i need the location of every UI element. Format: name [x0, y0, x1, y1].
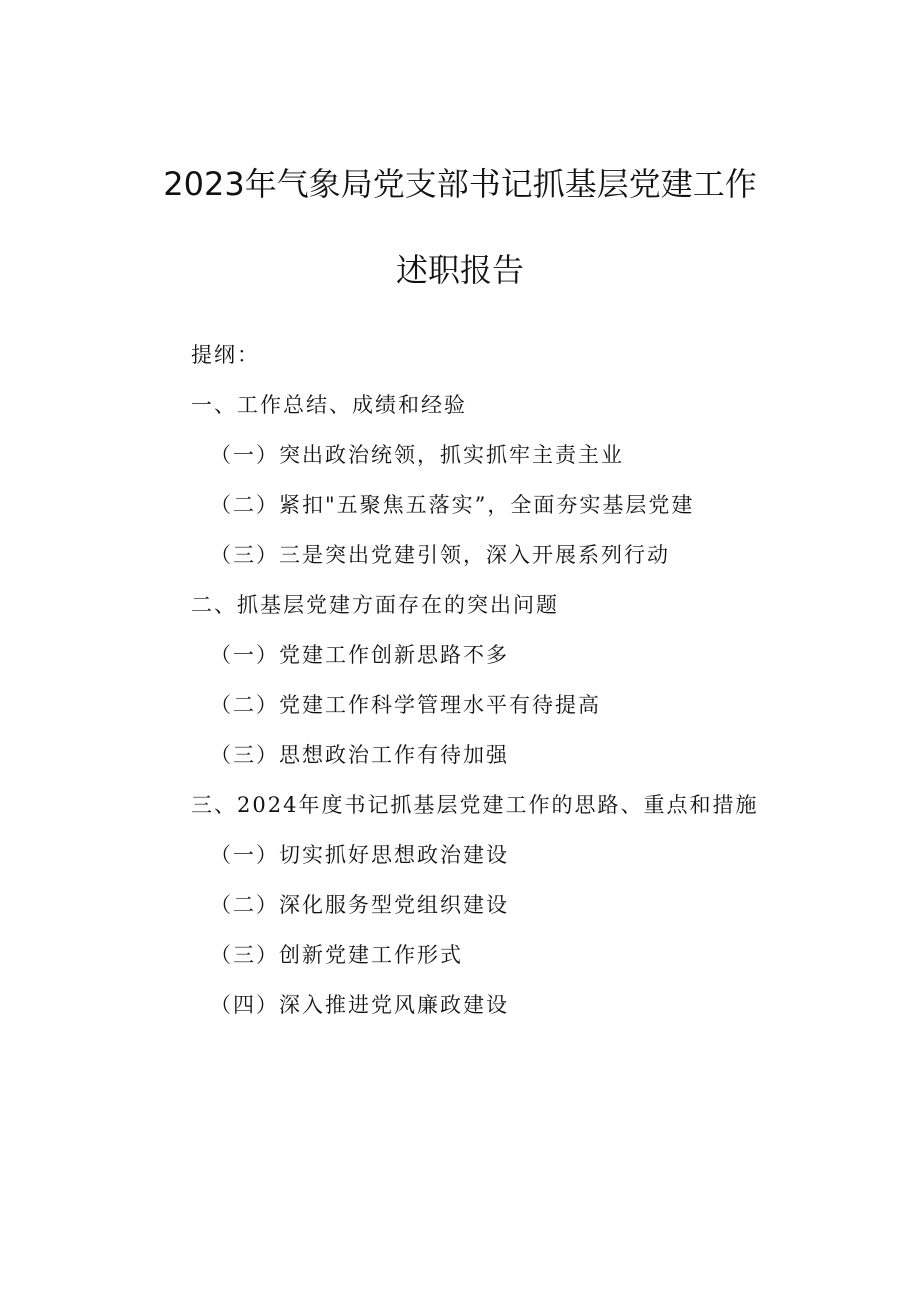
outline-item: （一）突出政治统领，抓实抓牢主责主业: [210, 443, 624, 467]
outline-item: （一）切实抓好思想政治建设: [210, 843, 509, 867]
outline-item: （二）紧扣"五聚焦五落实”，全面夯实基层党建: [210, 493, 695, 517]
section-heading-1: 一、工作总结、成绩和经验: [191, 393, 467, 417]
outline-item: （三）思想政治工作有待加强: [210, 743, 509, 767]
outline-item: （四）深入推进党风廉政建设: [210, 993, 509, 1017]
outline-item: （二）深化服务型党组织建设: [210, 893, 509, 917]
outline-item: （三）创新党建工作形式: [210, 943, 463, 967]
outline-item: （一）党建工作创新思路不多: [210, 643, 509, 667]
document-title-line-1: 2023年气象局党支部书记抓基层党建工作: [163, 165, 757, 203]
document-title-line-2: 述职报告: [395, 251, 524, 289]
section-heading-3: 三、2024年度书记抓基层党建工作的思路、重点和措施: [191, 793, 759, 817]
outline-label: 提纲：: [191, 343, 260, 367]
section-heading-2: 二、抓基层党建方面存在的突出问题: [191, 593, 559, 617]
outline-item: （二）党建工作科学管理水平有待提高: [210, 693, 601, 717]
outline-item: （三）三是突出党建引领，深入开展系列行动: [210, 543, 670, 567]
